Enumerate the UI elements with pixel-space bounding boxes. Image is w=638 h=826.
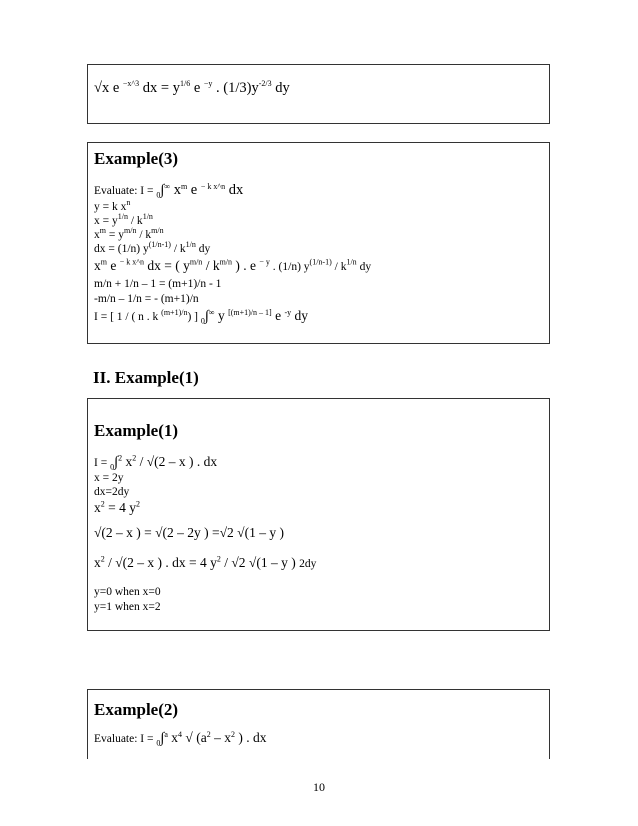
page-number: 10	[313, 780, 325, 794]
formula-line: Evaluate: I = $_0$∫$^a$ $x^4$ √ ($a^2 - x^2$ ) . dx	[94, 730, 267, 748]
formula-line: -m/n – 1/n = - (m+1)/n	[94, 293, 199, 305]
formula-line: $x = y^{1/n} / k^{1/n}$	[94, 212, 153, 227]
formula-box-top	[87, 64, 550, 124]
formula-line: √(2 – x ) = √(2 – 2y ) =√2 √(1 – y )	[94, 525, 284, 540]
formula-line: y=1 when x=2	[94, 601, 161, 613]
formula-line: m/n + 1/n – 1 = (m+1)/n - 1	[94, 278, 222, 290]
formula-line: √x e $^{-x\^{}3}$ dx = $y^{1/6}$ e $^{-y}$ . $(1/3)y^{-2/3}$ dy	[94, 79, 290, 96]
example-2-box	[87, 689, 550, 759]
formula-line: dx = (1/n) $y^{(1/n-1)} / k^{1/n}$ dy	[94, 240, 211, 255]
example-1-box	[87, 398, 550, 631]
formula-line: $x^m = y^{m/n} / k^{m/n}$	[94, 226, 164, 241]
example-1-title: Example(1)	[94, 421, 179, 440]
formula-line: dx=2dy	[94, 486, 130, 498]
formula-line: $x^m$ e $^{- k x\^{}n}$ dx = ( $y^{m/n} / k^{m/n}$ ) . e $^{- y}$ . (1/n) $y^{(1/n-1)} / k^{1/n}$ dy	[94, 257, 372, 273]
formula-line: $x^2 = 4$ $y^2$	[94, 499, 140, 515]
formula-line: I = [ 1 / ( n . k $^{(m+1)/n}$) ] $_0$∫∞ y [(m+1)/n – 1] e $^{-y}$ dy	[94, 308, 308, 326]
example-3-title: Example(3)	[94, 149, 179, 168]
example-3-box	[87, 142, 550, 344]
formula-line: y=0 when x=0	[94, 586, 161, 598]
formula-line: x = 2y	[94, 472, 124, 484]
formula-line: y = k $x^n$	[94, 198, 131, 213]
formula-line: I = $_0$∫$^2$ $x^2 / √(2$ – x ) . dx	[94, 453, 218, 472]
section-heading: II. Example(1)	[93, 368, 199, 387]
formula-line: Evaluate: I = $_0$∫∞ $x^m$ e $^{- k x\^{}n}$ dx	[94, 182, 244, 200]
formula-line: $x^2 / √(2$ – x ) . dx = 4 $y^2 / √2$ √(1 – y ) 2dy	[94, 554, 317, 570]
example-2-title: Example(2)	[94, 700, 179, 719]
